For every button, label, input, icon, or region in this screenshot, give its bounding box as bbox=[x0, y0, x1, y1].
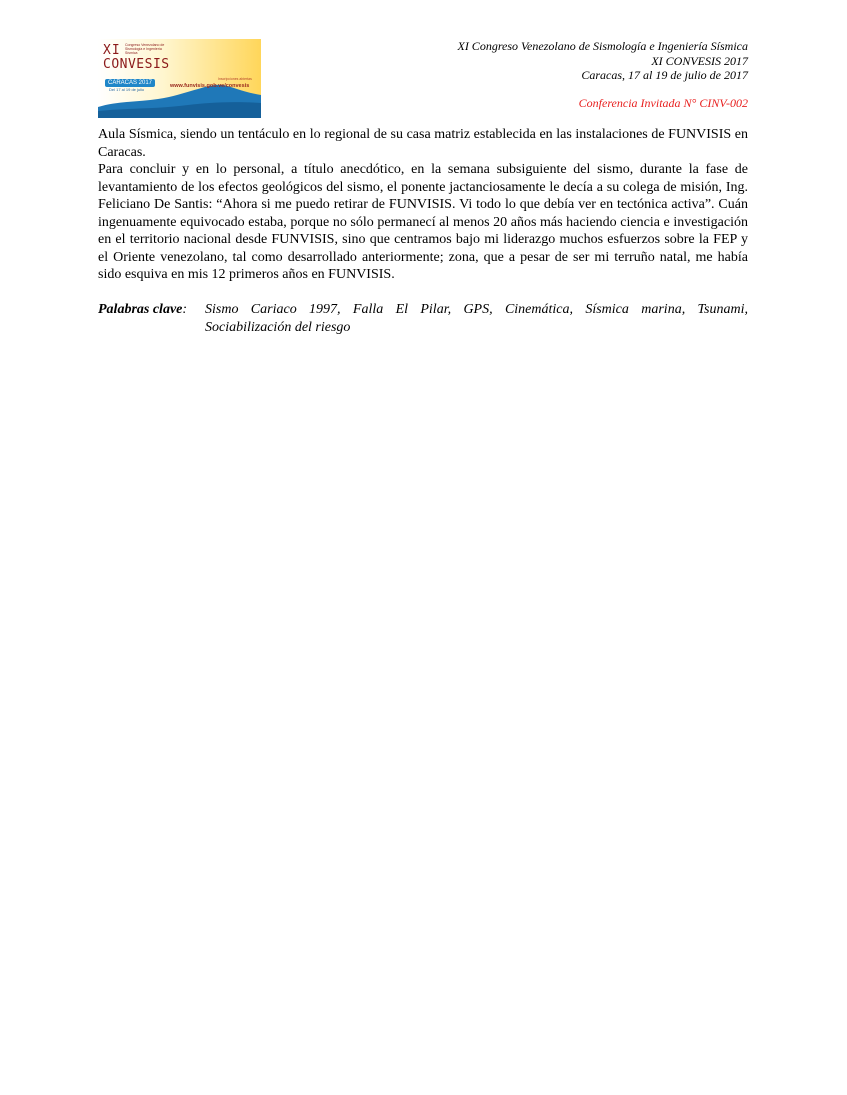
page-header bbox=[457, 39, 748, 110]
header-conference-id: Conferencia Invitada N° CINV-002 bbox=[578, 95, 748, 110]
paragraph-2: Para concluir y en lo personal, a título anecdótico, en la semana subsiguiente del sismo, durante la fase de levantamiento de los efectos geológicos del sismo, el ponente jactanciosamente le decía a su colega de misión, Ing. Feliciano De Santis: “Ahora si me puedo retirar de FUNVISIS. Vi todo lo que debía ver en tectónica activa”. Cuán ingenuamente equivocado estaba, porque no sólo permanecí al menos 20 años más haciendo ciencia e investigación en el territorio nacional desde FUNVISIS, sino que centramos bajo mi liderazgo muchos esfuerzos sobre la FEP y el Oriente venezolano, tal como desarrollado anteriormente; zona, que a pesar de ser mi terruño natal, me había sido esquiva en mis 12 primeros años en FUNVISIS. bbox=[98, 162, 748, 282]
logo-tagline: Congreso Venezolano de Sismología e Ingeniería Sísmica bbox=[125, 43, 165, 55]
logo-registration: Inscripciones abiertas bbox=[218, 77, 252, 81]
logo-dates: Del 17 al 19 de julio bbox=[109, 87, 145, 92]
header-congress: XI Congreso Venezolano de Sismología e Ingeniería Sísmica bbox=[457, 39, 748, 53]
logo-numeral: XI bbox=[103, 43, 121, 58]
header-event: XI CONVESIS 2017 bbox=[651, 53, 748, 68]
body-text bbox=[98, 126, 748, 284]
keywords-colon: : bbox=[182, 302, 188, 317]
keywords-label-wrap bbox=[98, 301, 205, 336]
logo-city-year: CARACAS 2017 bbox=[105, 79, 155, 87]
keywords-label: Palabras clave bbox=[98, 302, 183, 317]
header-location-dates: Caracas, 17 al 19 de julio de 2017 bbox=[581, 68, 748, 82]
convesis-logo bbox=[98, 39, 261, 118]
logo-url: www.funvisis.gob.ve/convesis bbox=[170, 83, 250, 89]
paragraph-1: Aula Sísmica, siendo un tentáculo en lo regional de su casa matriz establecida en las instalaciones de FUNVISIS en Caracas. bbox=[98, 127, 748, 160]
keywords-list: Sismo Cariaco 1997, Falla El Pilar, GPS, Cinemática, Sísmica marina, Tsunami, Sociabilización del riesgo bbox=[205, 302, 748, 335]
keywords-section bbox=[98, 301, 748, 336]
logo-name: CONVESIS bbox=[103, 57, 170, 72]
